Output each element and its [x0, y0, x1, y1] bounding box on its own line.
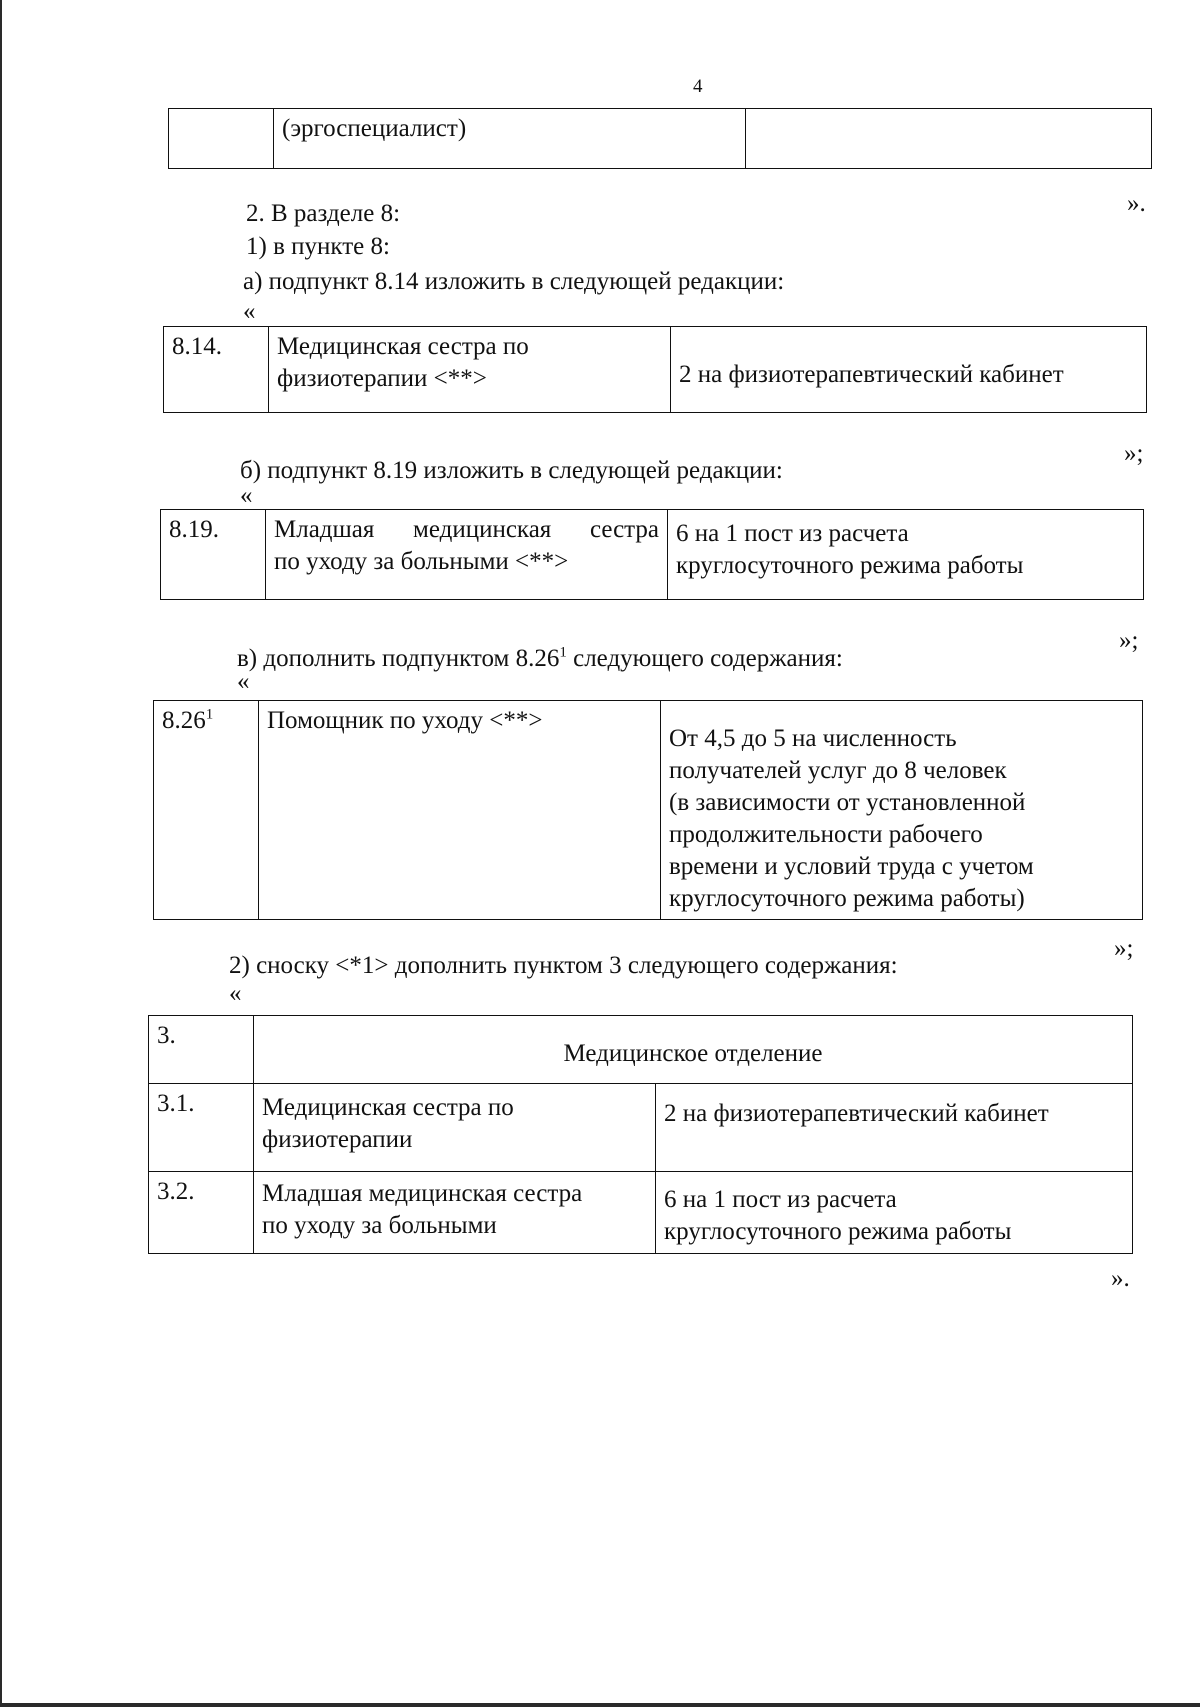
- row-norm-line: продолжительности рабочего: [669, 821, 983, 848]
- row-name: [269, 327, 671, 413]
- row-norm-line: круглосуточного режима работы: [676, 552, 1024, 579]
- top-table-empty-cell: [169, 109, 274, 169]
- row-number: 8.14.: [164, 327, 269, 413]
- section-heading: 2. В разделе 8:: [246, 200, 401, 227]
- footnote-instruction: 2) сноску <*1> дополнить пунктом 3 следующего содержания:: [229, 952, 898, 979]
- subpoint-v-text-end: следующего содержания:: [566, 645, 843, 672]
- point-heading: 1) в пункте 8:: [246, 233, 390, 260]
- subpoint-v-text: в) дополнить подпунктом 8.26: [237, 645, 560, 672]
- table-8-19: [160, 509, 1144, 600]
- group-number: 3.: [149, 1016, 254, 1084]
- row-name: [254, 1172, 656, 1254]
- row-number: 3.1.: [149, 1084, 254, 1172]
- open-quote-2: «: [240, 482, 253, 509]
- row-norm: [656, 1084, 1133, 1172]
- row-norm-line: (в зависимости от установленной: [669, 789, 1026, 816]
- row-norm-line: круглосуточного режима работы): [669, 885, 1025, 912]
- row-name-line: Медицинская сестра по: [277, 333, 529, 360]
- subpoint-a: а) подпункт 8.14 изложить в следующей редакции:: [243, 268, 785, 295]
- top-table-name-cell: (эргоспециалист): [274, 109, 746, 169]
- close-quote-2: »;: [1124, 440, 1144, 467]
- row-number: 3.2.: [149, 1172, 254, 1254]
- row-norm: [656, 1172, 1133, 1254]
- top-table: [168, 108, 1152, 169]
- row-name-line: Медицинская сестра по: [262, 1094, 514, 1121]
- row-name: [254, 1084, 656, 1172]
- group-title: Медицинское отделение: [254, 1016, 1133, 1084]
- footnote-table: [148, 1015, 1133, 1254]
- scan-bottom-edge: [0, 1703, 1200, 1707]
- row-name-line: по уходу за больными: [262, 1212, 497, 1239]
- row-norm-line: круглосуточного режима работы: [664, 1218, 1012, 1245]
- table-row: [149, 1172, 1133, 1254]
- subpoint-v-superscript: 1: [559, 644, 567, 661]
- subpoint-b: б) подпункт 8.19 изложить в следующей редакции:: [240, 457, 783, 484]
- row-norm-line: 6 на 1 пост из расчета: [676, 520, 909, 547]
- close-quote-4: »;: [1114, 935, 1134, 962]
- row-norm-line: получателей услуг до 8 человек: [669, 757, 1007, 784]
- open-quote-4: «: [229, 980, 242, 1007]
- row-name: [266, 510, 668, 600]
- row-norm: 2 на физиотерапевтический кабинет: [671, 327, 1147, 413]
- row-number: 8.19.: [161, 510, 266, 600]
- row-norm: [668, 510, 1144, 600]
- row-name-line: Младшая медицинская сестра: [262, 1180, 583, 1207]
- table-8-14: [163, 326, 1147, 413]
- row-norm-line: 6 на 1 пост из расчета: [664, 1186, 897, 1213]
- row-name: Помощник по уходу <**>: [259, 701, 661, 920]
- row-number: [154, 701, 259, 920]
- scan-left-edge: [0, 0, 2, 1707]
- close-quote-1: ».: [1127, 190, 1146, 217]
- row-norm-line: От 4,5 до 5 на численность: [669, 725, 957, 752]
- table-8-26-1: [153, 700, 1143, 920]
- row-name-line: Младшая медицинская сестра: [274, 516, 659, 543]
- row-number-text: 8.26: [162, 707, 206, 734]
- open-quote-1: «: [243, 298, 256, 325]
- close-quote-3: »;: [1119, 627, 1139, 654]
- row-norm-line: времени и условий труда с учетом: [669, 853, 1034, 880]
- row-norm-line: 2 на физиотерапевтический кабинет: [664, 1100, 1049, 1127]
- open-quote-3: «: [237, 668, 250, 695]
- row-name-line: по уходу за больными <**>: [274, 548, 569, 575]
- row-norm: [661, 701, 1143, 920]
- row-name-line: физиотерапии <**>: [277, 365, 487, 392]
- row-number-superscript: 1: [205, 706, 214, 723]
- close-quote-5: ».: [1111, 1265, 1130, 1292]
- row-name-line: физиотерапии: [262, 1126, 413, 1153]
- subpoint-v: [237, 645, 843, 673]
- table-row: [149, 1084, 1133, 1172]
- page-number: 4: [693, 76, 703, 97]
- top-table-empty-cell-right: [746, 109, 1152, 169]
